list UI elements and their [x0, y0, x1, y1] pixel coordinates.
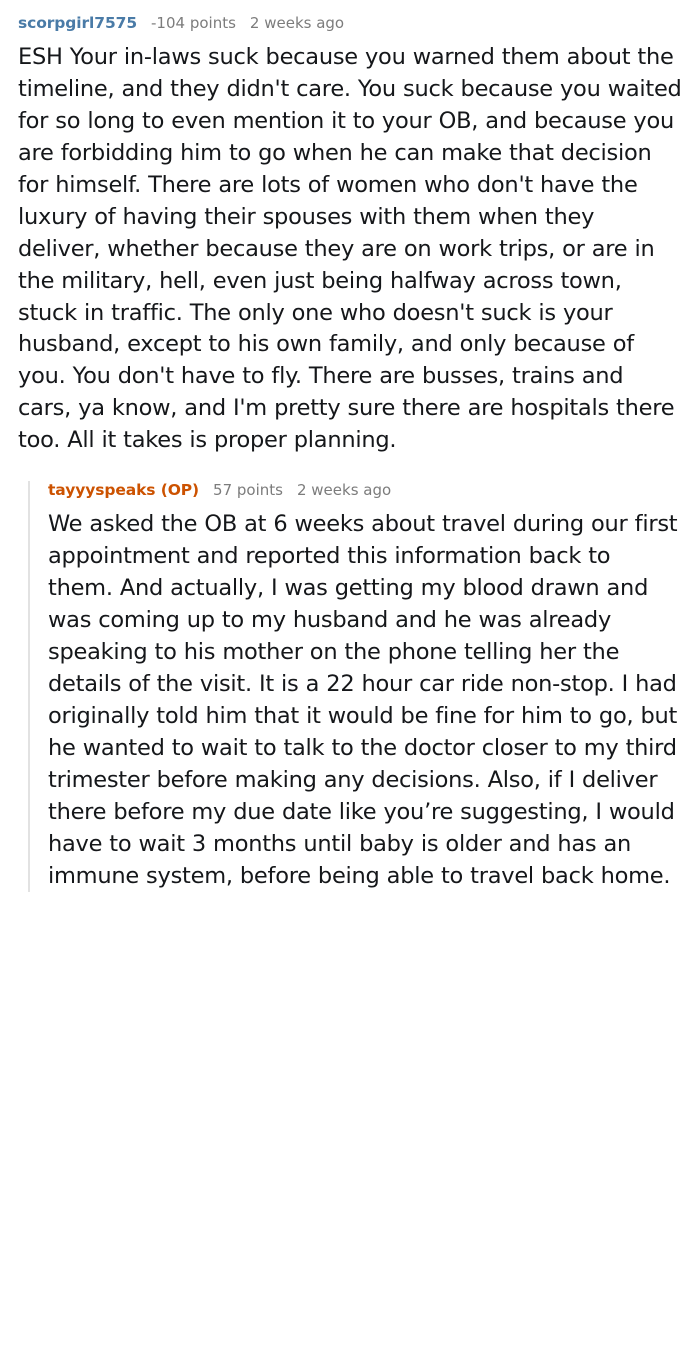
comment-top-level: [18, 14, 682, 475]
comment-points: 57 points: [213, 481, 283, 500]
comment-points: -104 points: [151, 14, 236, 32]
comment-reply: [28, 481, 682, 892]
comment-body: We asked the OB at 6 weeks about travel during our first appointment and reported this information back to them. And actually, I was getting my blood drawn and was coming up to my husband and he was already speaking to his mother on the phone telling her the details of the visit. It is a 22 hour car ride non-stop. I had originally told him that it would be fine for him to go, but he wanted to wait to talk to the doctor closer to my third trimester before making any decisions. Also, if I deliver there before my due date like you’re suggesting, I would have to wait 3 months until baby is older and has an immune system, before being able to travel back home.: [48, 511, 678, 889]
comment-header: [48, 481, 682, 499]
comment-timestamp: 2 weeks ago: [296, 481, 392, 500]
comment-timestamp: 2 weeks ago: [249, 14, 345, 32]
comment-header: [18, 14, 682, 32]
comment-author-link-op[interactable]: tayyyspeaks (OP): [48, 481, 200, 500]
comment-author-link[interactable]: scorpgirl7575: [18, 14, 138, 32]
comment-body: ESH Your in-laws suck because you warned them about the timeline, and they didn't care. You suck because you waited for so long to even mention it to your OB, and because you are forbidding him to go when he can make that decision for himself. There are lots of women who don't have the luxury of having their spouses with them when they deliver, whether because they are on work trips, or are in the military, hell, even just being halfway across town, stuck in traffic. The only one who doesn't suck is your husband, except to his own family, and only because of you. You don't have to fly. There are busses, trains and cars, ya know, and I'm pretty sure there are hospitals there too. All it takes is proper planning.: [18, 44, 682, 454]
